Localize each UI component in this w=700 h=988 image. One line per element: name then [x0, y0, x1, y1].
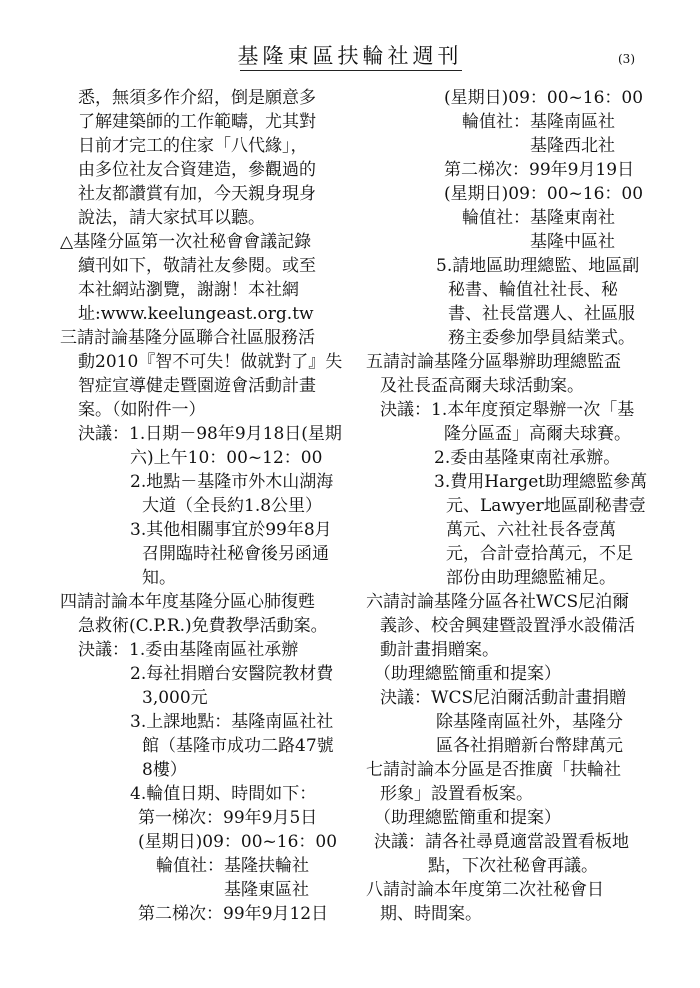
text-line: 由多位社友合資建造，參觀過的	[78, 160, 316, 180]
text-line: 2.委由基隆東南社承辦。	[434, 448, 621, 468]
text-line: 第一梯次：99年9月5日	[138, 808, 318, 828]
text-line: 3,000元	[142, 688, 208, 708]
text-line: 決議：1.本年度預定舉辦一次「基	[380, 400, 635, 420]
text-line: 八請討論本年度第二次社秘會日	[366, 880, 604, 900]
text-line: （助理總監簡重和提案）	[374, 808, 561, 828]
text-line: 知。	[142, 568, 176, 588]
text-line: 形象」設置看板案。	[380, 784, 533, 804]
text-line: 輪值社：基隆南區社	[462, 112, 615, 132]
text-line: (星期日)09：00~16：00	[138, 832, 338, 852]
text-line: 及社長盃高爾夫球活動案。	[380, 376, 584, 396]
text-line: 決議：WCS尼泊爾活動計畫捐贈	[380, 688, 627, 708]
text-line: 義診、校舍興建暨設置淨水設備活	[380, 616, 635, 636]
text-line: △基隆分區第一次社秘會會議記錄	[60, 232, 312, 252]
text-line: 日前才完工的住家「八代緣」，	[78, 136, 308, 156]
left-column	[60, 86, 345, 926]
text-line: 元、Lawyer地區副秘書壹	[446, 496, 646, 516]
text-line: 案。（如附件一）	[78, 400, 206, 420]
text-line: 5.請地區助理總監、地區副	[436, 256, 640, 276]
text-line: 秘書、輪值社社長、秘	[448, 280, 618, 300]
text-line: 基隆西北社	[530, 136, 615, 156]
text-line: 3.其他相關事宜於99年8月	[130, 520, 332, 540]
text-line: 8樓）	[142, 760, 187, 780]
text-line: 輪值社：基隆扶輪社	[156, 856, 309, 876]
text-line: 元，合計壹拾萬元，不足	[446, 544, 633, 564]
text-line: 四請討論本年度基隆分區心肺復甦	[60, 592, 315, 612]
text-line: 萬元、六社社長各壹萬	[446, 520, 616, 540]
text-line: 務主委參加學員結業式。	[448, 328, 635, 348]
text-line: 續刊如下，敬請社友參閱。或至	[78, 256, 316, 276]
text-line: 第二梯次：99年9月12日	[138, 904, 329, 924]
text-line: 五請討論基隆分區舉辦助理總監盃	[366, 352, 621, 372]
text-line: 3.上課地點：基隆南區社社	[130, 712, 334, 732]
text-line: 2.每社捐贈台安醫院教材費	[130, 664, 334, 684]
text-line: 第二梯次：99年9月19日	[444, 160, 635, 180]
text-line: 決議：1.委由基隆南區社承辦	[78, 640, 299, 660]
text-line: 三請討論基隆分區聯合社區服務活	[60, 328, 315, 348]
title-underline	[240, 70, 462, 71]
right-column	[366, 86, 656, 926]
text-line: (星期日)09：00~16：00	[444, 184, 644, 204]
text-line: 召開臨時社秘會後另函通	[142, 544, 329, 564]
text-line: 館（基隆市成功二路47號	[142, 736, 334, 756]
text-line: 4.輪值日期、時間如下：	[130, 784, 317, 804]
text-line: 決議：請各社尋覓適當設置看板地	[374, 832, 629, 852]
text-line: （助理總監簡重和提案）	[374, 664, 561, 684]
text-line: 3.費用Harget助理總監參萬	[434, 472, 648, 492]
text-line: 部份由助理總監補足。	[446, 568, 616, 588]
text-line: 書、社長當選人、社區服	[448, 304, 635, 324]
text-line: 急救術(C.P.R.)免費教學活動案。	[78, 616, 328, 636]
text-line: 六請討論基隆分區各社WCS尼泊爾	[366, 592, 630, 612]
text-line: 除基隆南區社外，基隆分	[436, 712, 623, 732]
text-line: 悉，無須多作介紹，倒是願意多	[78, 88, 316, 108]
page-number: (3)	[618, 52, 635, 66]
text-line: 2.地點－基隆市外木山湖海	[130, 472, 334, 492]
text-line: 了解建築師的工作範疇，尤其對	[78, 112, 316, 132]
text-line: 六)上午10：00~12：00	[130, 448, 323, 468]
text-line: 隆分區盃」高爾夫球賽。	[444, 424, 631, 444]
text-line: 智症宣導健走暨園遊會活動計畫	[78, 376, 316, 396]
text-line: 輪值社：基隆東南社	[462, 208, 615, 228]
text-line: 址:www.keelungeast.org.tw	[78, 304, 314, 324]
text-line: 七請討論本分區是否推廣「扶輪社	[366, 760, 621, 780]
text-line: 動2010『智不可失！做就對了』失	[78, 352, 343, 372]
text-line: 基隆中區社	[530, 232, 615, 252]
text-line: (星期日)09：00~16：00	[444, 88, 644, 108]
page-title: 基隆東區扶輪社週刊	[237, 44, 463, 68]
text-line: 區各社捐贈新台幣肆萬元	[436, 736, 623, 756]
text-line: 說法，請大家拭耳以聽。	[78, 208, 265, 228]
text-line: 決議：1.日期－98年9月18日(星期	[78, 424, 342, 444]
text-line: 期、時間案。	[380, 904, 482, 924]
text-line: 點，下次社秘會再議。	[428, 856, 598, 876]
text-line: 社友都讚賞有加，今天親身現身	[78, 184, 316, 204]
text-line: 大道（全長約1.8公里）	[142, 496, 323, 516]
text-line: 基隆東區社	[224, 880, 309, 900]
text-line: 動計畫捐贈案。	[380, 640, 499, 660]
text-line: 本社網站瀏覽，謝謝！本社網	[78, 280, 299, 300]
